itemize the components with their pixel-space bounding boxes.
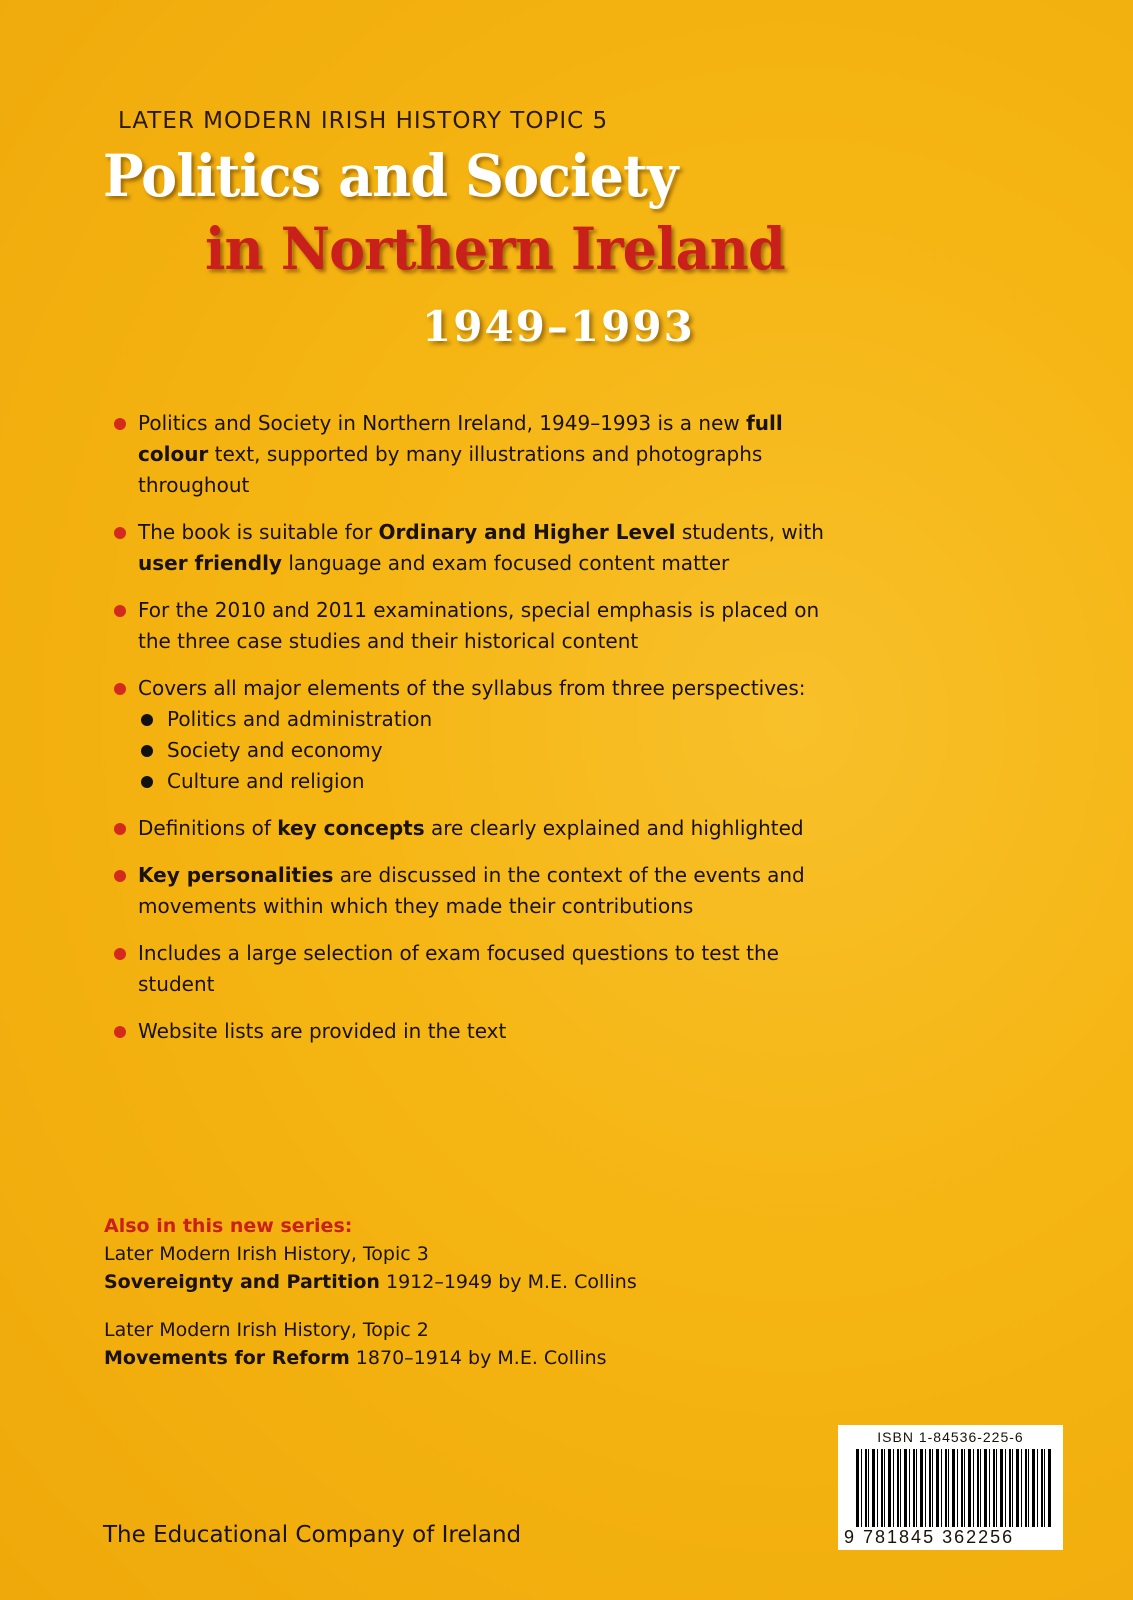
text-bold: Key personalities	[138, 863, 334, 887]
bullet-icon	[114, 683, 126, 695]
text: Culture and religion	[167, 769, 365, 793]
text-bold: Ordinary and Higher Level	[378, 520, 676, 544]
title-line-2: in Northern Ireland	[205, 215, 785, 283]
sub-item	[138, 766, 835, 797]
bullet-icon	[114, 823, 126, 835]
barcode-digits: 9 781845 362256	[842, 1527, 1059, 1548]
text: language and exam focused content matter	[281, 551, 730, 575]
text: are clearly explained and highlighted	[424, 816, 804, 840]
text: Society and economy	[167, 738, 383, 762]
text-bold: user friendly	[138, 551, 282, 575]
sub-item	[138, 704, 835, 735]
text-bold: full colour	[138, 411, 783, 466]
list-item	[115, 595, 835, 657]
bullet-icon	[114, 527, 126, 539]
bullet-icon	[114, 1026, 126, 1038]
text: Definitions of	[138, 816, 278, 840]
isbn: ISBN 1-84536-225-6	[877, 1429, 1024, 1445]
also-heading: Also in this new series:	[104, 1215, 353, 1237]
title-years: 1949–1993	[422, 302, 695, 351]
bullet-icon	[114, 605, 126, 617]
list-item	[115, 860, 835, 922]
sub-list	[138, 704, 835, 797]
also-in-series	[104, 1212, 637, 1372]
text: students, with	[675, 520, 824, 544]
book-series: Later Modern Irish History, Topic 2	[104, 1319, 429, 1341]
list-item	[115, 938, 835, 1000]
bullet-icon	[114, 418, 126, 430]
text: The book is suitable for	[138, 520, 379, 544]
feature-list	[115, 408, 835, 1063]
book-details: 1870–1914 by M.E. Collins	[349, 1347, 607, 1369]
list-item	[115, 1016, 835, 1047]
barcode	[838, 1425, 1063, 1550]
book-details: 1912–1949 by M.E. Collins	[379, 1271, 637, 1293]
bullet-icon	[114, 948, 126, 960]
list-item	[115, 408, 835, 501]
bullet-icon	[141, 745, 153, 757]
publisher: The Educational Company of Ireland	[103, 1522, 522, 1548]
book-title: Movements for Reform	[104, 1347, 350, 1369]
title-line-1: Politics and Society	[103, 142, 678, 210]
text: Politics and administration	[167, 707, 433, 731]
list-item	[115, 517, 835, 579]
bullet-icon	[114, 870, 126, 882]
text: Website lists are provided in the text	[138, 1019, 507, 1043]
barcode-bars	[856, 1449, 1051, 1529]
book-title: Sovereignty and Partition	[104, 1271, 380, 1293]
book-series: Later Modern Irish History, Topic 3	[104, 1243, 429, 1265]
series-label: LATER MODERN IRISH HISTORY TOPIC 5	[118, 108, 609, 134]
list-item	[115, 813, 835, 844]
bullet-icon	[141, 776, 153, 788]
sub-item	[138, 735, 835, 766]
text: are discussed in the context of the events and movements within which they made their contributions	[138, 863, 805, 918]
text-bold: key concepts	[277, 816, 425, 840]
list-item	[115, 673, 835, 797]
bullet-icon	[141, 714, 153, 726]
text: Includes a large selection of exam focused questions to test the student	[138, 941, 779, 996]
text: Politics and Society in Northern Ireland, 1949–1993 is a new	[138, 411, 747, 435]
text: Covers all major elements of the syllabus from three perspectives:	[138, 676, 806, 700]
text: For the 2010 and 2011 examinations, special emphasis is placed on the three case studies and their historical content	[138, 598, 820, 653]
text: text, supported by many illustrations and photographs throughout	[138, 442, 763, 497]
